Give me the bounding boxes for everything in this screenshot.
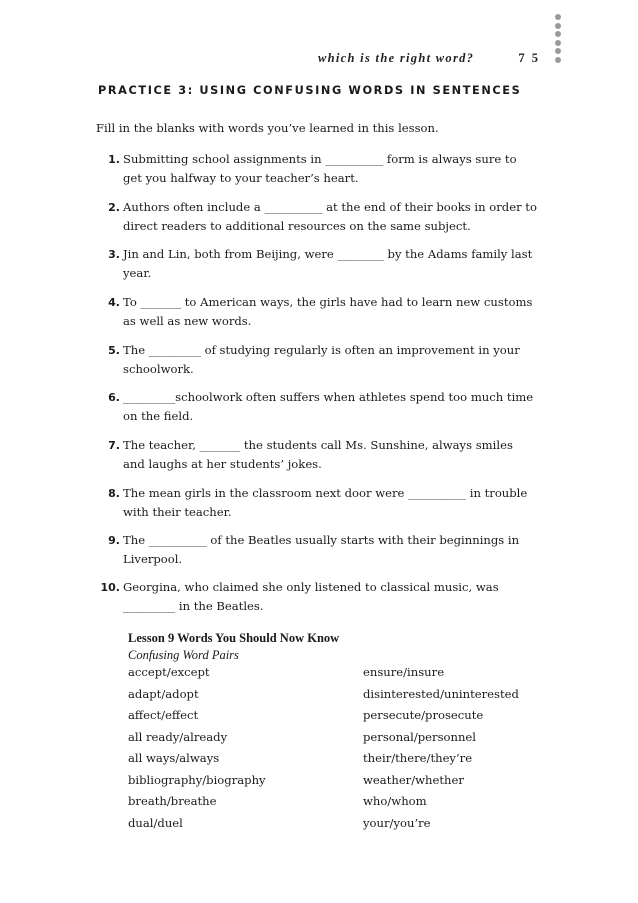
question-item — [98, 578, 538, 616]
question-text: Submitting school assignments in __________ form is always sure to get you halfway to your teacher’s heart. — [123, 152, 517, 185]
question-text: Authors often include a __________ at the end of their books in order to direct readers to additional resources on the same subject. — [123, 200, 537, 233]
question-text: Georgina, who claimed she only listened to classical music, was _________ in the Beatles. — [123, 580, 499, 613]
question-number: 1. — [108, 153, 120, 166]
question-text: The teacher, _______ the students call Ms. Sunshine, always smiles and laughs at her students’ jokes. — [123, 438, 513, 471]
question-number: 4. — [108, 296, 120, 309]
word-pair-row — [128, 815, 548, 837]
margin-dots-decoration — [553, 14, 563, 66]
word-list-subtitle: Confusing Word Pairs — [128, 648, 239, 662]
question-text: _________schoolwork often suffers when athletes spend too much time on the field. — [123, 390, 534, 423]
question-item — [98, 198, 538, 236]
question-number: 6. — [108, 391, 120, 404]
dot-icon — [555, 14, 561, 20]
dot-icon — [555, 31, 561, 37]
word-pair-left: bibliography/biography — [128, 772, 266, 787]
question-item — [98, 150, 538, 188]
question-item — [98, 293, 538, 331]
question-number: 9. — [108, 534, 120, 547]
running-header — [318, 51, 540, 69]
word-pair-row — [128, 729, 548, 751]
question-item — [98, 388, 538, 426]
dot-icon — [555, 57, 561, 63]
practice-heading: PRACTICE 3: USING CONFUSING WORDS IN SENTENCES — [98, 84, 522, 97]
question-item — [98, 341, 538, 379]
page-number: 7 5 — [518, 51, 540, 65]
word-pair-row — [128, 772, 548, 794]
word-pair-row — [128, 793, 548, 815]
word-pair-left: all ready/already — [128, 729, 228, 744]
word-pair-left: adapt/adopt — [128, 686, 199, 701]
question-item — [98, 531, 538, 569]
question-number: 2. — [108, 201, 120, 214]
word-pair-left: breath/breathe — [128, 794, 217, 808]
question-text: To _______ to American ways, the girls have had to learn new customs as well as new words. — [123, 295, 533, 328]
word-pair-right: disinterested/uninterested — [363, 686, 519, 701]
question-text: The __________ of the Beatles usually starts with their beginnings in Liverpool. — [123, 533, 520, 566]
word-pair-left: all ways/always — [128, 751, 220, 765]
word-pair-row — [128, 664, 548, 686]
question-text: The mean girls in the classroom next door were __________ in trouble with their teacher. — [123, 486, 528, 519]
word-list-box — [128, 629, 548, 836]
word-pair-right: your/you’re — [363, 815, 431, 830]
instructions: Fill in the blanks with words you’ve learned in this lesson. — [96, 121, 439, 135]
running-title: which is the right word? — [318, 51, 475, 65]
question-item — [98, 484, 538, 522]
question-number: 7. — [108, 439, 120, 452]
word-pair-row — [128, 750, 548, 772]
word-pair-left: affect/effect — [128, 708, 199, 722]
word-pair-right: personal/personnel — [363, 729, 477, 744]
dot-icon — [555, 40, 561, 46]
word-pair-right: ensure/insure — [363, 665, 445, 679]
word-pair-row — [128, 707, 548, 729]
question-text: The _________ of studying regularly is often an improvement in your schoolwork. — [123, 343, 520, 376]
word-list-title: Lesson 9 Words You Should Now Know — [128, 631, 340, 645]
word-pair-right: their/there/they’re — [363, 751, 473, 765]
question-item — [98, 436, 538, 474]
word-pair-left: dual/duel — [128, 815, 183, 830]
question-item — [98, 245, 538, 283]
question-number: 5. — [108, 344, 120, 357]
question-number: 8. — [108, 487, 120, 500]
word-pair-right: persecute/prosecute — [363, 708, 484, 722]
word-pair-right: who/whom — [363, 794, 427, 808]
question-number: 10. — [100, 581, 120, 594]
word-pair-right: weather/whether — [363, 772, 464, 787]
question-number: 3. — [108, 248, 120, 261]
dot-icon — [555, 23, 561, 29]
word-pair-row — [128, 686, 548, 708]
question-text: Jin and Lin, both from Beijing, were ________ by the Adams family last year. — [123, 247, 533, 280]
word-pair-left: accept/except — [128, 665, 210, 679]
dot-icon — [555, 48, 561, 54]
